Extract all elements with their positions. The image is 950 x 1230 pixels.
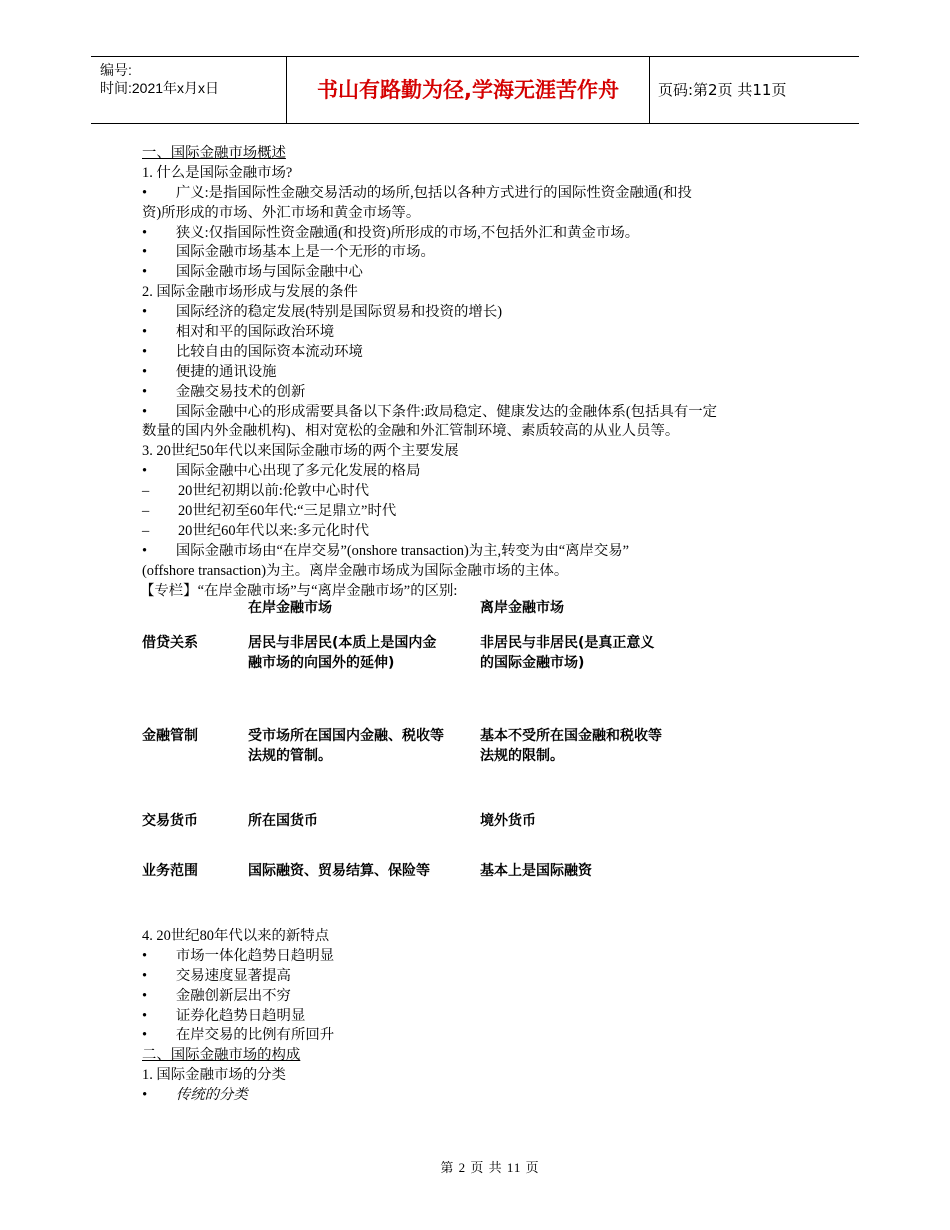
cell-regulation-onshore: 受市场所在国国内金融、税收等: [248, 728, 444, 744]
cell-lending-offshore: 非居民与非居民(是真正意义: [480, 635, 655, 651]
cell-regulation-onshore: 法规的管制。: [248, 748, 332, 764]
bullet-line: • 比较自由的国际资本流动环境: [142, 343, 363, 360]
bullet-line: • 国际金融市场由“在岸交易”(onshore transaction)为主,转变为由“离岸交易”: [142, 542, 630, 559]
dash-line: – 20世纪初期以前:伦敦中心时代: [142, 483, 370, 500]
table-header-onshore: 在岸金融市场: [248, 600, 332, 616]
bullet-line: • 交易速度显著提高: [142, 967, 291, 984]
cell-scope-offshore: 基本上是国际融资: [480, 863, 592, 879]
sub-heading: 4. 20世纪80年代以来的新特点: [142, 928, 330, 944]
table-header-offshore: 离岸金融市场: [480, 600, 564, 616]
header-motto: 书山有路勤为径,学海无涯苦作舟: [287, 57, 650, 123]
continuation-line: 资)所形成的市场、外汇市场和黄金市场等。: [142, 204, 421, 221]
time-label: 时间:2021年x月x日: [100, 80, 220, 96]
row-label-lending: 借贷关系: [142, 635, 198, 651]
cell-lending-onshore: 融市场的向国外的延伸): [248, 655, 395, 671]
row-label-currency: 交易货币: [142, 813, 198, 829]
cell-regulation-offshore: 法规的限制。: [480, 748, 564, 764]
row-label-scope: 业务范围: [142, 863, 198, 879]
sub-heading: 1. 什么是国际金融市场?: [142, 164, 293, 181]
body-text-section-1: [142, 144, 822, 601]
bullet-line: • 证券化趋势日趋明显: [142, 1007, 306, 1024]
sub-heading: 2. 国际金融市场形成与发展的条件: [142, 284, 358, 301]
cell-currency-onshore: 所在国货币: [248, 813, 318, 829]
header-meta-cell: [91, 57, 287, 123]
dash-line: – 20世纪初至60年代:“三足鼎立”时代: [142, 503, 397, 520]
cell-regulation-offshore: 基本不受所在国金融和税收等: [480, 728, 662, 744]
bullet-line: • 便捷的通讯设施: [142, 363, 277, 380]
cell-scope-onshore: 国际融资、贸易结算、保险等: [248, 863, 430, 879]
cell-currency-offshore: 境外货币: [480, 813, 536, 829]
page-header: [91, 56, 859, 124]
dash-line: – 20世纪60年代以来:多元化时代: [142, 522, 370, 539]
bullet-line: • 国际金融中心出现了多元化发展的格局: [142, 463, 421, 480]
continuation-line: 数量的国内外金融机构)、相对宽松的金融和外汇管制环境、素质较高的从业人员等。: [142, 423, 680, 440]
cell-lending-onshore: 居民与非居民(本质上是国内金: [248, 635, 437, 651]
bullet-line: • 国际金融市场与国际金融中心: [142, 264, 363, 281]
sub-heading: 3. 20世纪50年代以来国际金融市场的两个主要发展: [142, 443, 459, 460]
section-heading: 二、国际金融市场的构成: [142, 1047, 301, 1064]
bullet-line: • 金融交易技术的创新: [142, 383, 306, 400]
page-footer: 第 2 页 共 11 页: [440, 1160, 540, 1175]
cell-lending-offshore: 的国际金融市场): [480, 655, 585, 671]
bullet-line: • 广义:是指国际性金融交易活动的场所,包括以各种方式进行的国际性资金融通(和投: [142, 184, 692, 201]
bullet-line: • 国际金融中心的形成需要具备以下条件:政局稳定、健康发达的金融体系(包括具有一定: [142, 403, 718, 420]
bullet-line: • 狭义:仅指国际性资金融通(和投资)所形成的市场,不包括外汇和黄金市场。: [142, 224, 640, 241]
bullet-line: • 国际金融市场基本上是一个无形的市场。: [142, 244, 435, 261]
bullet-line: • 在岸交易的比例有所回升: [142, 1027, 335, 1044]
bullet-line: • 金融创新层出不穷: [142, 987, 291, 1004]
continuation-line: (offshore transaction)为主。离岸金融市场成为国际金融市场的主体。: [142, 562, 569, 579]
section-heading: 一、国际金融市场概述: [142, 145, 286, 161]
bullet-line: • 相对和平的国际政治环境: [142, 324, 335, 341]
code-label: 编号:: [100, 62, 132, 78]
sub-heading: 1. 国际金融市场的分类: [142, 1067, 286, 1084]
bullet-line: • 国际经济的稳定发展(特别是国际贸易和投资的增长): [142, 304, 502, 321]
row-label-regulation: 金融管制: [142, 728, 198, 744]
header-page-info: 页码:第2页 共11页: [658, 81, 787, 99]
body-text-section-2: [142, 927, 822, 1106]
bullet-line: • 传统的分类: [142, 1087, 248, 1104]
bullet-line: • 市场一体化趋势日趋明显: [142, 947, 335, 964]
column-note: 【专栏】“在岸金融市场”与“离岸金融市场”的区别:: [140, 582, 458, 599]
